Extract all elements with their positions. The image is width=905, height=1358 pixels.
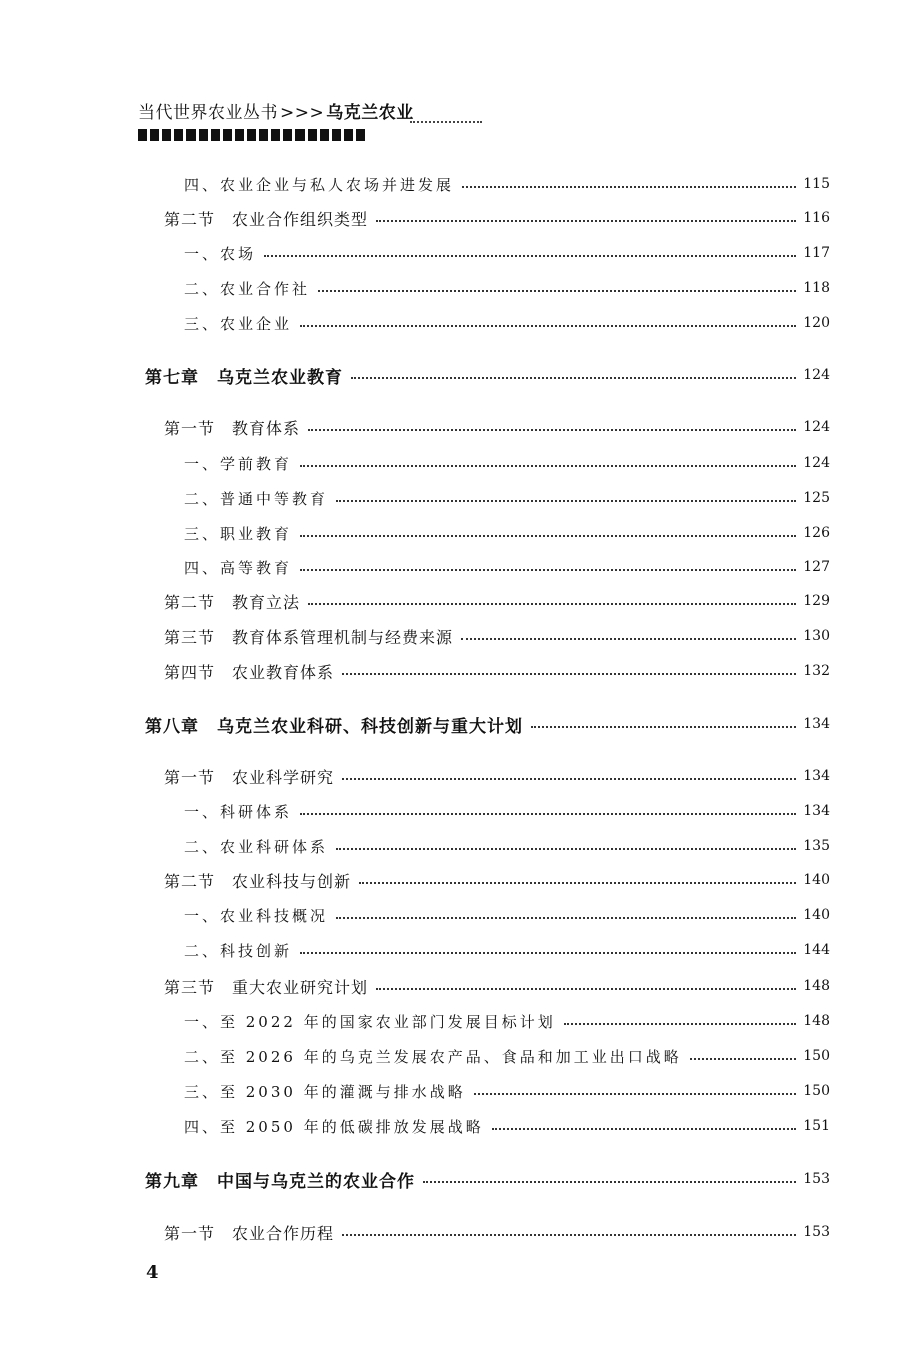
toc-item-row (184, 521, 830, 545)
dot-leader (342, 1234, 796, 1236)
toc-entry-page: 129 (803, 593, 830, 609)
dot-leader (300, 569, 796, 571)
toc-item-row (184, 311, 830, 335)
dot-leader (461, 638, 796, 640)
dot-leader (376, 988, 796, 990)
dot-leader (264, 255, 796, 257)
toc-item-row (184, 451, 830, 475)
toc-entry-page: 140 (803, 872, 830, 888)
toc-item-row (184, 1114, 830, 1138)
book-title: 乌克兰农业 (326, 103, 414, 123)
toc-item-row (184, 903, 830, 927)
toc-section-row (164, 206, 830, 230)
toc-entry-page: 150 (803, 1048, 830, 1064)
dot-leader (376, 220, 796, 222)
dot-leader (300, 325, 796, 327)
toc-item-row (184, 834, 830, 858)
toc-entry-page: 148 (803, 978, 830, 994)
toc-entry-title: 第七章 乌克兰农业教育 (145, 367, 343, 388)
toc-entry-page: 127 (803, 559, 830, 575)
toc-section-row (164, 659, 830, 683)
dot-leader (342, 778, 796, 780)
toc-entry-title: 第三节 教育体系管理机制与经费来源 (164, 627, 454, 647)
toc-entry-title: 一、农场 (184, 244, 257, 263)
running-header (138, 98, 414, 123)
toc-entry-title: 三、农业企业 (184, 314, 293, 333)
toc-entry-title: 第四节 农业教育体系 (164, 662, 335, 682)
toc-section-row (164, 764, 830, 788)
toc-entry-title: 第一节 农业合作历程 (164, 1223, 335, 1243)
dot-leader (318, 290, 796, 292)
toc-item-row (184, 555, 830, 579)
toc-item-row (184, 486, 830, 510)
toc-entry-title: 二、科技创新 (184, 941, 293, 960)
toc-entry-title: 二、农业合作社 (184, 279, 311, 298)
toc-section-row (164, 589, 830, 613)
dot-leader (342, 673, 796, 675)
toc-entry-title: 四、高等教育 (184, 558, 293, 577)
dot-leader (300, 813, 796, 815)
dot-leader (351, 377, 796, 379)
dot-leader (359, 882, 796, 884)
toc-entry-page: 124 (803, 367, 830, 383)
toc-entry-page: 140 (803, 907, 830, 923)
dot-leader (300, 535, 796, 537)
toc-entry-title: 一、农业科技概况 (184, 906, 329, 925)
toc-entry-title: 一、学前教育 (184, 454, 293, 473)
toc-entry-page: 116 (803, 210, 830, 226)
dot-leader (336, 917, 796, 919)
toc-item-row (184, 1044, 830, 1068)
toc-entry-title: 四、农业企业与私人农场并进发展 (184, 175, 455, 194)
toc-chapter-row (145, 712, 830, 736)
toc-section-row (164, 1220, 830, 1244)
toc-entry-title: 二、农业科研体系 (184, 837, 329, 856)
header-block-rule (138, 129, 365, 141)
toc-chapter-row (145, 1167, 830, 1191)
toc-entry-title: 第三节 重大农业研究计划 (164, 977, 369, 997)
toc-section-row (164, 624, 830, 648)
toc-entry-title: 第二节 农业合作组织类型 (164, 209, 369, 229)
toc-item-row (184, 799, 830, 823)
toc-entry-page: 134 (803, 716, 830, 732)
toc-entry-title: 一、至 2022 年的国家农业部门发展目标计划 (184, 1012, 556, 1031)
dot-leader (531, 726, 796, 728)
toc-entry-page: 117 (803, 245, 830, 261)
toc-entry-title: 四、至 2050 年的低碳排放发展战略 (184, 1117, 484, 1136)
toc-section-row (164, 415, 830, 439)
toc-entry-page: 130 (803, 628, 830, 644)
toc-entry-page: 134 (803, 768, 830, 784)
toc-entry-title: 三、至 2030 年的灌溉与排水战略 (184, 1082, 466, 1101)
toc-entry-page: 120 (803, 315, 830, 331)
toc-entry-page: 124 (803, 419, 830, 435)
page-number: 4 (146, 1262, 159, 1283)
series-title: 当代世界农业丛书 (138, 103, 278, 123)
header-arrows: >>> (280, 103, 325, 123)
toc-section-row (164, 868, 830, 892)
toc-entry-title: 二、普通中等教育 (184, 489, 329, 508)
toc-entry-page: 153 (803, 1171, 830, 1187)
toc-entry-title: 二、至 2026 年的乌克兰发展农产品、食品和加工业出口战略 (184, 1047, 682, 1066)
toc-item-row (184, 938, 830, 962)
dot-leader (462, 186, 796, 188)
toc-entry-page: 115 (803, 176, 830, 192)
dot-leader (308, 429, 796, 431)
toc-item-row (184, 241, 830, 265)
toc-entry-page: 126 (803, 525, 830, 541)
toc-item-row (184, 1009, 830, 1033)
toc-entry-title: 第二节 农业科技与创新 (164, 871, 352, 891)
toc-entry-page: 144 (803, 942, 830, 958)
toc-entry-title: 第二节 教育立法 (164, 592, 301, 612)
toc-entry-page: 124 (803, 455, 830, 471)
toc-entry-page: 134 (803, 803, 830, 819)
toc-entry-page: 151 (803, 1118, 830, 1134)
dot-leader (300, 952, 796, 954)
toc-entry-title: 一、科研体系 (184, 802, 293, 821)
dot-leader (423, 1181, 796, 1183)
toc-entry-page: 125 (803, 490, 830, 506)
dot-leader (336, 848, 796, 850)
toc-entry-title: 第一节 教育体系 (164, 418, 301, 438)
toc-entry-page: 150 (803, 1083, 830, 1099)
toc-entry-title: 三、职业教育 (184, 524, 293, 543)
toc-entry-page: 153 (803, 1224, 830, 1240)
dot-leader (474, 1093, 796, 1095)
dot-leader (492, 1128, 796, 1130)
toc-entry-title: 第九章 中国与乌克兰的农业合作 (145, 1171, 415, 1192)
toc-entry-title: 第八章 乌克兰农业科研、科技创新与重大计划 (145, 716, 523, 737)
toc-entry-title: 第一节 农业科学研究 (164, 767, 335, 787)
toc-item-row (184, 172, 830, 196)
dot-leader (564, 1023, 796, 1025)
toc-item-row (184, 276, 830, 300)
dot-leader (308, 603, 796, 605)
toc-entry-page: 148 (803, 1013, 830, 1029)
dot-leader (300, 465, 796, 467)
dot-leader (690, 1058, 796, 1060)
toc-entry-page: 118 (803, 280, 830, 296)
toc-section-row (164, 974, 830, 998)
dot-leader (336, 500, 796, 502)
header-dotted-rule (410, 121, 482, 123)
toc-chapter-row (145, 363, 830, 387)
toc-entry-page: 132 (803, 663, 830, 679)
toc-item-row (184, 1079, 830, 1103)
toc-entry-page: 135 (803, 838, 830, 854)
